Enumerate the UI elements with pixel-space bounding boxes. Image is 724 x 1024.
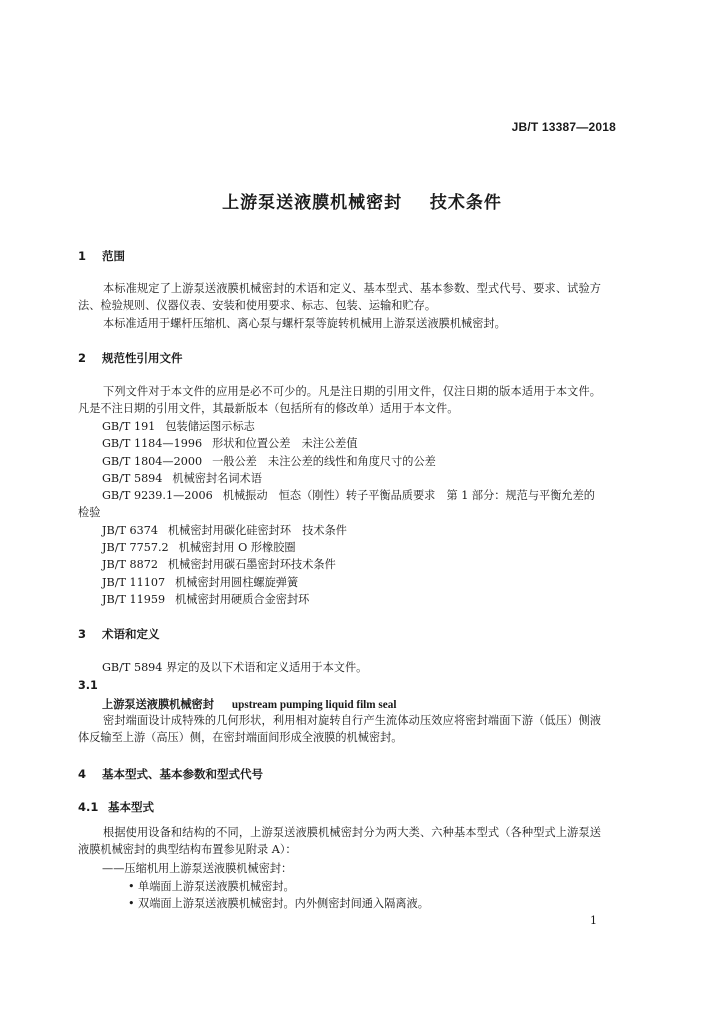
reference-code: GB/T 5894 [102,472,163,485]
reference-code: GB/T 1804—2000 [102,455,203,468]
reference-code: GB/T 1184—1996 [102,437,203,450]
reference-item [102,435,358,452]
references-intro: 下列文件对于本文件的应用是必不可少的。凡是注日期的引用文件，仅注日期的版本适用于本文件。凡是不注日期的引用文件，其最新版本（包括所有的修改单）适用于本文件。 [78,385,601,416]
reference-code: JB/T 7757.2 [102,541,169,554]
reference-code: JB/T 11959 [102,593,166,606]
dash-list-item: ——压缩机用上游泵送液膜机械密封： [102,862,293,875]
reference-item [102,574,298,591]
reference-code: GB/T 9239.1—2006 [102,489,213,502]
reference-item [102,418,255,435]
section-number: 4 [78,767,87,781]
subsection-number: 4.1 [78,800,99,814]
bullet-item [128,878,295,894]
section-title: 基本型式、基本参数和型式代号 [102,767,264,781]
reference-code: GB/T 191 [102,420,156,433]
term-definition: 密封端面设计成特殊的几何形状，利用相对旋转自行产生流体动压效应将密封端面下游（低压）侧液体反输至上游（高压）侧，在密封端面间形成全液膜的机械密封。 [78,714,601,745]
scope-paragraph-2: 本标准适用于螺杆压缩机、离心泵与螺杆泵等旋转机械用上游泵送液膜机械密封。 [103,317,506,330]
section-number: 2 [78,351,87,365]
section-3-heading [78,626,160,642]
reference-item [102,487,595,504]
bullet-text: 双端面上游泵送液膜机械密封。内外侧密封间通入隔离液。 [138,897,429,910]
subsection-title: 基本型式 [108,800,155,814]
section-number: 3 [78,627,87,641]
reference-wrap-text: 检验 [78,506,101,519]
standard-code: JB/T 13387—2018 [511,120,616,134]
reference-title: 机械振动 恒态（刚性）转子平衡品质要求 第 1 部分：规范与平衡允差的 [222,489,595,502]
reference-item [102,522,347,539]
bullet-icon: • [128,880,135,893]
reference-item [102,591,309,608]
term-english: upstream pumping liquid film seal [231,699,397,711]
bullet-text: 单端面上游泵送液膜机械密封。 [138,880,295,893]
section-title: 规范性引用文件 [102,351,183,365]
bullet-icon: • [128,897,135,910]
basic-types-paragraph: 根据使用设备和结构的不同，上游泵送液膜机械密封分为两大类、六种基本型式（各种型式上游泵送液膜机械密封的典型结构布置参见附录 A）： [78,826,601,857]
reference-item [102,470,262,487]
section-1-heading [78,248,125,264]
reference-title: 包装储运图示标志 [165,420,255,433]
section-title: 范围 [102,249,126,263]
reference-title: 机械密封用碳化硅密封环 技术条件 [167,524,347,537]
reference-item [102,453,436,470]
reference-title: 机械密封用圆柱螺旋弹簧 [175,576,299,589]
reference-title: 机械密封用硬质合金密封环 [175,593,310,606]
reference-title: 机械密封名词术语 [172,472,262,485]
section-2-heading [78,350,183,366]
reference-code: JB/T 6374 [102,524,158,537]
reference-title: 机械密封用碳石墨密封环技术条件 [167,558,336,571]
scope-paragraph-1: 本标准规定了上游泵送液膜机械密封的术语和定义、基本型式、基本参数、型式代号、要求、试验方法、检验规则、仪器仪表、安装和使用要求、标志、包装、运输和贮存。 [78,282,601,313]
reference-title: 一般公差 未注公差的线性和角度尺寸的公差 [212,455,436,468]
terms-intro: GB/T 5894 界定的及以下术语和定义适用于本文件。 [102,661,368,674]
term-number: 3.1 [78,679,98,692]
section-title: 术语和定义 [102,627,160,641]
document-title: 上游泵送液膜机械密封 技术条件 [222,193,502,213]
term-chinese: 上游泵送液膜机械密封 [102,698,214,711]
reference-title: 机械密封用 O 形橡胶圈 [178,541,296,554]
section-4-heading [78,766,263,782]
term-entry [102,696,396,712]
reference-item [102,539,296,556]
reference-title: 形状和位置公差 未注公差值 [212,437,358,450]
reference-item [102,556,336,573]
section-number: 1 [78,249,87,263]
reference-code: JB/T 8872 [102,558,158,571]
bullet-item [128,895,429,911]
page-number: 1 [590,914,597,927]
reference-code: JB/T 11107 [102,576,166,589]
subsection-4-1-heading [78,799,154,815]
